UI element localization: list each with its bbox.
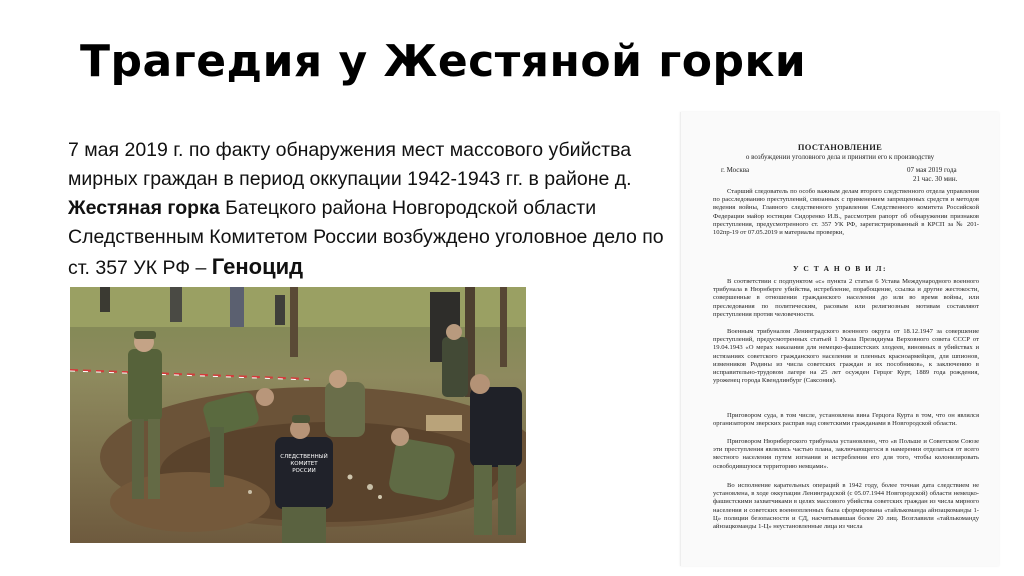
document-time: 21 час. 30 мин. [913,175,958,183]
document-header: ПОСТАНОВЛЕНИЕ [797,142,883,152]
body-text-part-1: 7 мая 2019 г. по факту обнаружения мест массового убийства мирных граждан в период оккупации 1942-1943 гг. в районе д. [68,139,632,190]
document-paragraph-3: Военным трибуналом Ленинградского военного округа от 18.12.1947 за совершение преступлений, предусмотренных статьей 1 Указа Президиума Верховного совета СССР от 19.04.1943 «О мерах наказания для немецко-фашистских злодеев, виновных в убийствах и истязаниях советского гражданского населения и пленных красноармейцев, для шпионов, изменников Родины из числа советских граждан и их пособников», к заключению в исправительно-трудовом лагере на 25 лет осужден Герцог Курт, 1889 года рождения, уроженец города Квендлинбург (Саксония). [713,328,979,385]
document-paragraph-1: Старший следователь по особо важным делам второго следственного отдела управления по расследованию преступлений, связанных с применением запрещенных средств и методов ведения войны, Главного следственного управления Следственного комитета Российской Федерации майор юстиции Сидоренко И.В., рассмотрев рапорт об обнаружении признаков преступления, предусмотренного ст. 357 УК РФ, зарегистрированный в КРСП за № 201-102пр-19 от 07.05.2019 и материалы проверки, [713,188,979,237]
document-paragraph-4: Приговором суда, в том числе, установлена вина Герцога Курта в том, что он являлся организатором зверских расправ над советскими гражданами в Новгородской области. [713,412,979,428]
vest-text-line-2: КОМИТЕТ [290,461,318,467]
village-name: Жестяная горка [68,197,220,219]
criminal-case-document [680,112,999,566]
document-subheader: о возбуждении уголовного дела и принятии его к производству [745,153,935,161]
slide-title: Трагедия у Жестяной горки [80,36,807,87]
genocide-label: Геноцид [211,254,304,279]
excavation-photo-illustration [70,287,526,543]
document-city: г. Москва [721,166,750,174]
document-ustanovil: У С Т А Н О В И Л: [793,264,887,273]
document-paragraph-2: В соответствии с подпунктом «с» пункта 2 статьи 6 Устава Международного военного трибунала в Нюрнберге убийства, истребление, порабощение, ссылка и другие жестокости, совершенные в отношении гражданского населения до или во время войны, или преследования по политическим, расовым или религиозным мотивам составляют преступления против человечности. [713,278,979,318]
excavation-photo [70,287,526,543]
document-paragraph-5: Приговором Нюрнбергского трибунала установлено, что «в Польше и Советском Союзе эти преступления являлись частью плана, заключающегося в намерении отделаться от всего местного населения путем изгнания и истребления его для того, чтобы колонизировать освободившуюся территорию немцами». [713,438,979,470]
vest-text-line-1: СЛЕДСТВЕННЫЙ [280,454,328,460]
slide-body-text [68,136,678,283]
body-text-part-2: Батецкого района Новгородской области Следственным Комитетом России возбуждено уголовное дело по ст. 357 УК РФ – [68,197,664,279]
vest-text-line-3: РОССИИ [292,468,316,474]
document-paragraph-6: Во исполнение карательных операций в 1942 году, более точная дата следствием не установлена, в ходе оккупации Ленинградской (с 05.07.1944 Новгородской) области немецко-фашистскими захватчиками в целях массового убийства советских граждан из числа мирного населения и советских военнопленных была сформирована «тайлькоманда айнзацкоманды 1-Ц» полиции безопасности и СД, насчитывавшая более 20 лиц. Возглавили «тайлькоманду айнзацкоманды 1-Ц» неустановленные лица из числа [713,482,979,531]
document-date: 07 мая 2019 года [907,166,957,174]
